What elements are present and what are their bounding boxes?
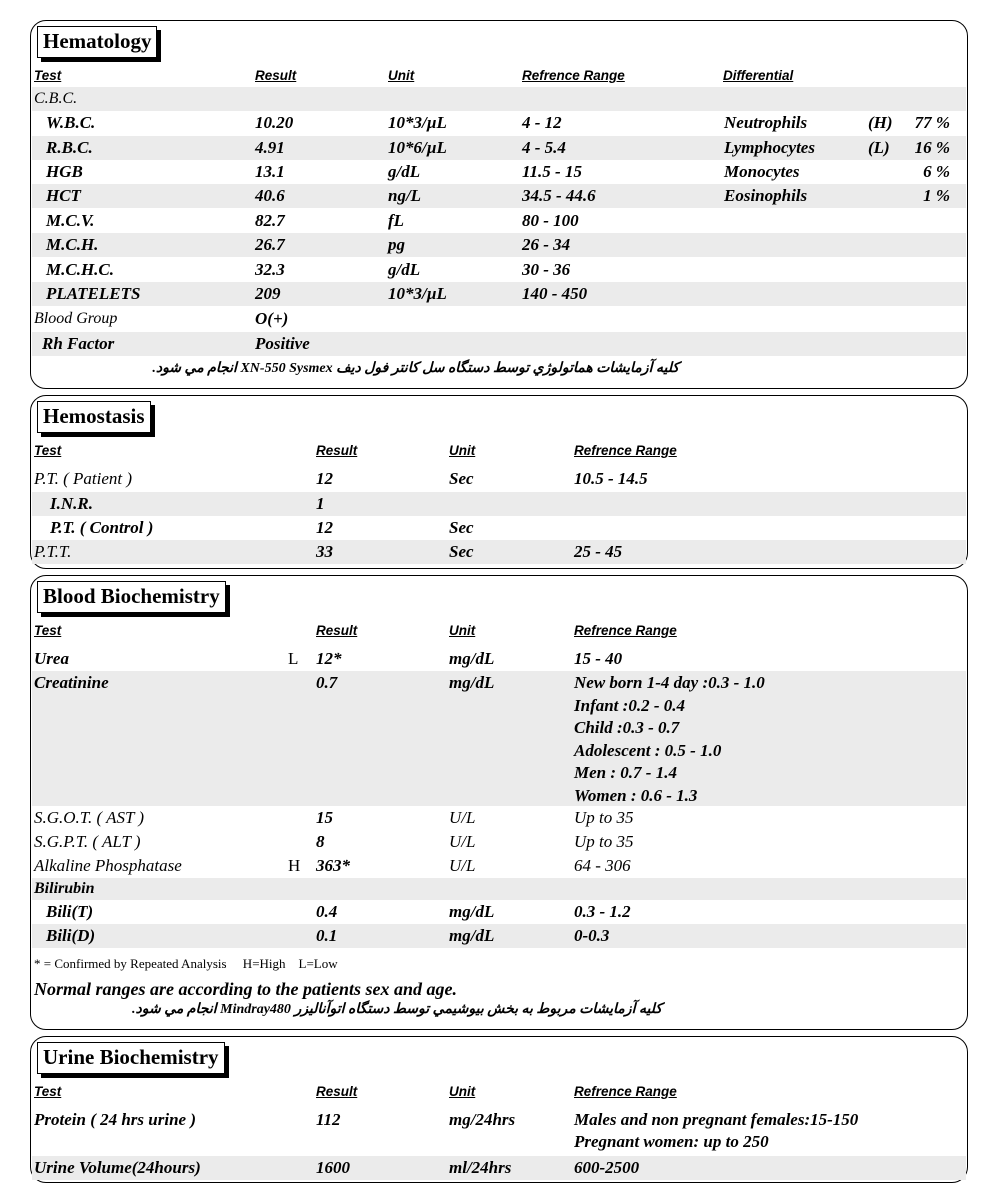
result-value: 0.7 (316, 673, 338, 692)
differential-value: 1 % (923, 186, 950, 205)
reference-range: Males and non pregnant females:15-150 (574, 1110, 859, 1129)
result-value: 12* (316, 649, 342, 668)
table-row (32, 854, 966, 878)
reference-range: Child :0.3 - 0.7 (574, 718, 680, 737)
test-name: Bilirubin (34, 880, 95, 897)
differential-flag: (H) (868, 113, 893, 132)
result-value: 13.1 (255, 162, 285, 181)
test-name: P.T.T. (34, 542, 72, 561)
header-test: Test (34, 623, 62, 638)
unit-value: mg/dL (449, 673, 495, 692)
test-name: Rh Factor (42, 334, 115, 353)
result-value: 1600 (316, 1158, 350, 1177)
differential-name: Lymphocytes (724, 138, 815, 157)
reference-range: 10.5 - 14.5 (574, 469, 648, 488)
differential-flag: (L) (868, 138, 890, 157)
unit-value: Sec (449, 469, 474, 488)
test-name: M.C.H.C. (46, 260, 115, 279)
flag-value: L (288, 649, 299, 668)
test-name: Blood Group (34, 310, 118, 327)
header-unit: Unit (449, 443, 476, 458)
test-name: HGB (46, 162, 83, 181)
test-name: Protein ( 24 hrs urine ) (34, 1110, 196, 1129)
test-name: P.T. ( Control ) (50, 518, 154, 537)
test-name: Bili(D) (46, 926, 96, 945)
test-name: S.G.O.T. ( AST ) (34, 808, 145, 827)
table-row (32, 160, 966, 184)
table-row (32, 209, 966, 233)
table-row (32, 516, 966, 540)
result-value: 15 (316, 808, 333, 827)
header-range: Refrence Range (574, 623, 677, 638)
reference-range: 4 - 12 (522, 113, 562, 132)
flag-legend: * = Confirmed by Repeated Analysis H=High L=Low (34, 956, 338, 971)
header-range: Refrence Range (574, 443, 677, 458)
result-value: 12 (316, 518, 333, 537)
table-row (32, 282, 966, 306)
result-value: 4.91 (255, 138, 285, 157)
differential-value: 6 % (923, 162, 950, 181)
result-value: 0.4 (316, 902, 338, 921)
hemostasis-panel (30, 395, 968, 569)
urine-panel (30, 1036, 968, 1183)
reference-range: 15 - 40 (574, 649, 623, 668)
unit-value: U/L (449, 856, 476, 875)
result-value: 33 (316, 542, 333, 561)
test-name: PLATELETS (46, 284, 141, 303)
differential-value: 77 % (914, 113, 950, 132)
unit-value: U/L (449, 808, 476, 827)
hemostasis-title: Hemostasis (37, 401, 151, 433)
table-row (32, 233, 966, 257)
table-row (32, 136, 966, 160)
hematology-panel (30, 20, 968, 389)
reference-range: 30 - 36 (522, 260, 571, 279)
header-differential: Differential (723, 68, 794, 83)
unit-value: U/L (449, 832, 476, 851)
reference-range: 64 - 306 (574, 856, 631, 875)
reference-range: 34.5 - 44.6 (522, 186, 596, 205)
test-name: Bili(T) (46, 902, 94, 921)
result-value: 1 (316, 494, 325, 513)
reference-range: 0.3 - 1.2 (574, 902, 631, 921)
table-row (32, 87, 966, 111)
result-value: Positive (255, 334, 310, 353)
differential-value: 16 % (914, 138, 950, 157)
table-row (32, 492, 966, 516)
test-name: Urea (34, 649, 69, 668)
header-test: Test (34, 443, 62, 458)
result-value: 26.7 (255, 235, 285, 254)
flag-value: H (288, 856, 301, 875)
table-row (32, 307, 966, 331)
reference-range: 4 - 5.4 (522, 138, 566, 157)
unit-value: 10*3/µL (388, 113, 447, 132)
test-name: Creatinine (34, 673, 109, 692)
table-row (32, 1108, 966, 1154)
header-test: Test (34, 68, 62, 83)
table-row (32, 806, 966, 830)
result-value: 209 (255, 284, 281, 303)
unit-value: mg/dL (449, 649, 495, 668)
unit-value: pg (388, 235, 405, 254)
table-row (32, 184, 966, 208)
header-result: Result (255, 68, 297, 83)
header-range: Refrence Range (574, 1084, 677, 1099)
test-name: S.G.P.T. ( ALT ) (34, 832, 141, 851)
header-result: Result (316, 1084, 358, 1099)
table-row (32, 830, 966, 854)
reference-range: Women : 0.6 - 1.3 (574, 785, 698, 805)
header-result: Result (316, 443, 358, 458)
hematology-device-note: كليه آزمايشات هماتولوژي توسط دستگاه سل كانتر فول ديف XN-550 Sysmex انجام مي شود. (152, 361, 679, 376)
differential-name: Monocytes (724, 162, 800, 181)
unit-value: ml/24hrs (449, 1158, 512, 1177)
biochemistry-device-note: كليه آزمايشات مربوط به بخش بيوشيمي توسط دستگاه اتوآناليزر Mindray480 انجام مي شود. (132, 1002, 662, 1017)
biochemistry-title: Blood Biochemistry (37, 581, 226, 613)
test-name: HCT (46, 186, 81, 205)
unit-value: fL (388, 211, 405, 230)
unit-value: mg/dL (449, 926, 495, 945)
unit-value: Sec (449, 518, 474, 537)
result-value: 40.6 (255, 186, 285, 205)
unit-value: g/dL (388, 260, 421, 279)
unit-value: 10*3/µL (388, 284, 447, 303)
result-value: 82.7 (255, 211, 285, 230)
unit-value: g/dL (388, 162, 421, 181)
header-result: Result (316, 623, 358, 638)
table-row (32, 647, 966, 671)
test-name: I.N.R. (50, 494, 93, 513)
header-unit: Unit (388, 68, 415, 83)
test-name: M.C.V. (46, 211, 95, 230)
biochemistry-panel (30, 575, 968, 1030)
reference-range: New born 1-4 day :0.3 - 1.0 (574, 673, 765, 692)
differential-name: Eosinophils (724, 186, 808, 205)
reference-range: Men : 0.7 - 1.4 (574, 763, 677, 782)
table-row (32, 924, 966, 948)
header-unit: Unit (449, 623, 476, 638)
reference-range: Up to 35 (574, 808, 634, 827)
reference-range: 11.5 - 15 (522, 162, 582, 181)
reference-range: Infant :0.2 - 0.4 (574, 695, 685, 715)
test-name: C.B.C. (34, 90, 78, 107)
result-value: 8 (316, 832, 325, 851)
reference-range: 80 - 100 (522, 211, 579, 230)
reference-range: 26 - 34 (522, 235, 571, 254)
table-row (32, 1156, 966, 1180)
unit-value: mg/24hrs (449, 1110, 516, 1129)
test-name: P.T. ( Patient ) (34, 469, 133, 488)
normal-ranges-note: Normal ranges are according to the patients sex and age. (34, 979, 458, 999)
reference-range: 140 - 450 (522, 284, 588, 303)
result-value: 32.3 (255, 260, 285, 279)
unit-value: mg/dL (449, 902, 495, 921)
urine-title: Urine Biochemistry (37, 1042, 225, 1074)
table-row (32, 332, 966, 356)
hematology-title: Hematology (37, 26, 157, 58)
table-row (32, 900, 966, 924)
result-value: 0.1 (316, 926, 338, 945)
header-unit: Unit (449, 1084, 476, 1099)
test-name: Urine Volume(24hours) (34, 1158, 201, 1177)
result-value: 363* (316, 856, 350, 875)
table-row (32, 467, 966, 491)
reference-range: 600-2500 (574, 1158, 640, 1177)
test-name: M.C.H. (46, 235, 99, 254)
unit-value: ng/L (388, 186, 422, 205)
table-row (32, 540, 966, 564)
test-name: Alkaline Phosphatase (34, 856, 182, 875)
reference-range: 25 - 45 (574, 542, 623, 561)
reference-range: Adolescent : 0.5 - 1.0 (574, 740, 722, 760)
differential-name: Neutrophils (724, 113, 808, 132)
test-name: R.B.C. (46, 138, 93, 157)
header-test: Test (34, 1084, 62, 1099)
table-row (32, 111, 966, 135)
test-name: W.B.C. (46, 113, 96, 132)
reference-range: Pregnant women: up to 250 (574, 1132, 769, 1151)
header-range: Refrence Range (522, 68, 625, 83)
table-row (32, 878, 966, 900)
result-value: 12 (316, 469, 333, 488)
table-row (32, 258, 966, 282)
unit-value: 10*6/µL (388, 138, 447, 157)
result-value: O(+) (255, 309, 289, 328)
reference-range: Up to 35 (574, 832, 634, 851)
result-value: 112 (316, 1110, 341, 1129)
table-row (32, 671, 966, 806)
reference-range: 0-0.3 (574, 926, 610, 945)
result-value: 10.20 (255, 113, 294, 132)
unit-value: Sec (449, 542, 474, 561)
